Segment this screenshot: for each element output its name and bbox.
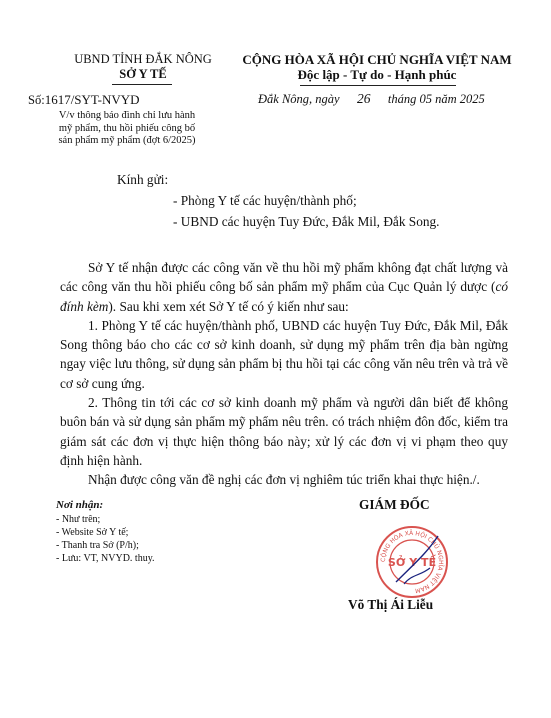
point-1: 1. Phòng Y tế các huyện/thành phố, UBND các huyện Tuy Đức, Đắk Mil, Đắk Song thông báo cho các cơ sở kinh doanh, sử dụng mỹ phẩm trên địa bàn ngừng ngay việc lưu thông, sử dụng sản phẩm bị thu hồi tại các công văn nêu trên và trả về cơ sở cung ứng. — [60, 317, 508, 391]
recipient-item: - Phòng Y tế các huyện/thành phố; — [173, 193, 357, 208]
motto-underline — [300, 85, 456, 86]
number-value: 1617/SYT-NVYD — [44, 92, 140, 107]
document-body — [60, 258, 508, 490]
distribution-item: - Lưu: VT, NVYD. thuy. — [56, 553, 155, 564]
agency-name: SỞ Y TẾ — [119, 67, 167, 81]
closing-paragraph: Nhận được công văn đề nghị các đơn vị nghiêm túc triển khai thực hiện./. — [88, 472, 480, 488]
national-motto: Độc lập - Tự do - Hạnh phúc — [297, 67, 457, 82]
distribution-item: - Như trên; — [56, 514, 101, 525]
point-2: 2. Thông tin tới các cơ sở kinh doanh mỹ phẩm và người dân biết để không buôn bán và sử dụng sản phẩm mỹ phẩm nêu trên. có trách nhiệm đôn đốc, kiểm tra giám sát các đơn vị thực hiện thông báo này; xử lý các đơn vị vi phạm theo quy định hiện hành. — [60, 395, 508, 468]
number-label: Số: — [28, 93, 45, 107]
subject-block — [22, 110, 232, 148]
document-number — [28, 92, 140, 108]
official-stamp — [374, 524, 450, 600]
national-title: CỘNG HÒA XÃ HỘI CHỦ NGHĨA VIỆT NAM — [242, 52, 512, 67]
distribution-label: Nơi nhận: — [56, 499, 104, 511]
stamp-center-text: SỞ Y TẾ — [387, 556, 437, 569]
distribution-list — [56, 513, 155, 565]
signatory-title: GIÁM ĐỐC — [359, 497, 430, 512]
intro-paragraph — [60, 258, 508, 316]
intro-text: Sở Y tế nhận được các công văn về thu hồi mỹ phẩm không đạt chất lượng và các công văn thu hồi phiếu công bố sản phẩm mỹ phẩm của Cục Quản lý dược ( — [60, 260, 508, 295]
recipient-item: - UBND các huyện Tuy Đức, Đắk Mil, Đắk Song. — [173, 214, 440, 229]
date-day: 26 — [356, 91, 371, 106]
subject-line: V/v thông báo đình chỉ lưu hành — [58, 110, 196, 121]
date-suffix: tháng 05 năm 2025 — [387, 92, 485, 106]
distribution-item: - Website Sở Y tế; — [56, 527, 129, 538]
date-line — [258, 91, 485, 107]
intro-italic: có đính kèm — [60, 279, 508, 314]
recipients-label: Kính gửi: — [117, 172, 169, 187]
subject-line: mỹ phẩm, thu hồi phiếu công bố — [58, 122, 196, 134]
intro-text-end: ). Sau khi xem xét Sở Y tế có ý kiến như sau: — [108, 298, 349, 314]
agency-underline — [112, 84, 172, 85]
stamp-ring-text: CỘNG HÒA XÃ HỘI CHỦ NGHĨA VIỆT NAM — [379, 529, 445, 594]
subject-line: sản phẩm mỹ phẩm (đợt 6/2025) — [58, 135, 196, 146]
date-prefix: Đắk Nông, ngày — [258, 92, 340, 106]
distribution-item: - Thanh tra Sở (P/h); — [56, 540, 139, 551]
signatory-name: Võ Thị Ái Liễu — [348, 597, 434, 612]
agency-parent: UBND TỈNH ĐẮK NÔNG — [74, 52, 212, 66]
